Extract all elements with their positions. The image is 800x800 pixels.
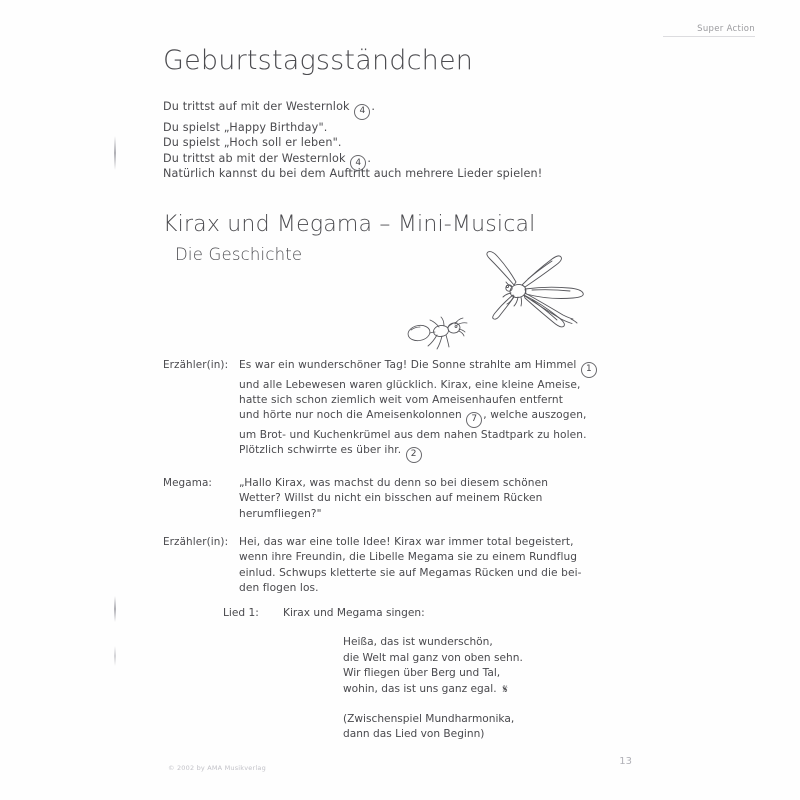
performance-steps-list <box>163 99 375 171</box>
step-line: Du spielst „Hoch soll er leben". <box>163 136 342 150</box>
margin-artifact <box>114 136 116 170</box>
step-line: Du trittst ab mit der Westernlok 4 . <box>163 151 375 172</box>
reference-number-4: 4 <box>350 155 366 171</box>
stage-direction <box>343 712 633 743</box>
ant-illustration <box>399 316 471 360</box>
step-line: Du trittst auf mit der Westernlok 4 . <box>163 99 375 120</box>
speech-line: und alle Lebewesen waren glücklich. Kirax, eine kleine Ameise, <box>239 378 581 391</box>
speech-line: hatte sich schon ziemlich weit vom Ameisenhaufen entfernt <box>239 393 564 406</box>
script-row <box>163 358 643 463</box>
music-note-icon: 𝄋 <box>502 681 508 696</box>
reference-number-7: 7 <box>466 412 482 428</box>
script-row <box>163 476 643 522</box>
speech-line: einlud. Schwups kletterte sie auf Megamas Rücken und die bei- <box>239 566 582 579</box>
speech-line: Plötzlich schwirrte es über ihr. 2 <box>239 443 643 463</box>
lyric-line: Heißa, das ist wunderschön, <box>343 636 493 649</box>
note-paragraph: Natürlich kannst du bei dem Auftritt auch mehrere Lieder spielen! <box>163 167 543 180</box>
section-subtitle: Die Geschichte <box>175 245 303 264</box>
speaker-label: Erzähler(in): <box>163 359 229 371</box>
reference-number-1: 1 <box>581 362 597 378</box>
speech-line: herumfliegen?" <box>239 507 322 520</box>
script-dialogue-block <box>163 358 643 610</box>
margin-artifact <box>114 596 116 622</box>
speech-line: den flogen los. <box>239 582 319 595</box>
speaker-label: Megama: <box>163 476 213 489</box>
copyright-notice: © 2002 by AMA Musikverlag <box>168 764 266 772</box>
speech-line: Wetter? Willst du nicht ein bisschen auf meinem Rücken <box>239 492 543 505</box>
speech-text <box>239 535 643 597</box>
running-head: Super Action <box>697 24 755 34</box>
speech-line: wenn ihre Freundin, die Libelle Megama sie zu einem Rundflug <box>239 551 578 564</box>
page-number: 13 <box>619 756 632 767</box>
section-title: Kirax und Megama – Mini-Musical <box>163 212 536 237</box>
speech-text <box>239 358 643 463</box>
song-lyrics <box>343 635 633 697</box>
speech-text <box>239 476 643 522</box>
speech-line: Hei, das war eine tolle Idee! Kirax war immer total begeistert, <box>239 535 574 548</box>
lyric-line: die Welt mal ganz von oben sehn. <box>343 651 523 664</box>
dragonfly-illustration <box>452 243 612 343</box>
song-block <box>163 606 633 743</box>
speech-line: und hörte nur noch die Ameisenkolonnen 7 , welche auszogen, <box>239 408 643 428</box>
margin-artifact <box>114 646 116 666</box>
stage-direction-line: (Zwischenspiel Mundharmonika, <box>343 713 515 726</box>
song-heading-row <box>163 606 633 621</box>
reference-number-2: 2 <box>406 447 422 463</box>
page-title: Geburtstagsständchen <box>163 45 474 76</box>
song-intro: Kirax und Megama singen: <box>283 607 425 619</box>
lyric-line: wohin, das ist uns ganz egal. 𝄋 <box>343 681 508 696</box>
speech-line: Es war ein wunderschöner Tag! Die Sonne strahlte am Himmel 1 <box>239 358 643 378</box>
speech-line: um Brot- und Kuchenkrümel aus dem nahen Stadtpark zu holen. <box>239 428 587 441</box>
script-row <box>163 535 643 597</box>
lyric-line: Wir fliegen über Berg und Tal, <box>343 667 501 680</box>
reference-number-4: 4 <box>354 104 370 120</box>
stage-direction-line: dann das Lied von Beginn) <box>343 728 485 741</box>
running-head-rule <box>663 36 755 37</box>
speech-line: „Hallo Kirax, was machst du denn so bei diesem schönen <box>239 476 549 489</box>
song-label: Lied 1: <box>223 607 259 619</box>
step-line: Du spielst „Happy Birthday". <box>163 120 328 134</box>
speaker-label: Erzähler(in): <box>163 535 229 548</box>
